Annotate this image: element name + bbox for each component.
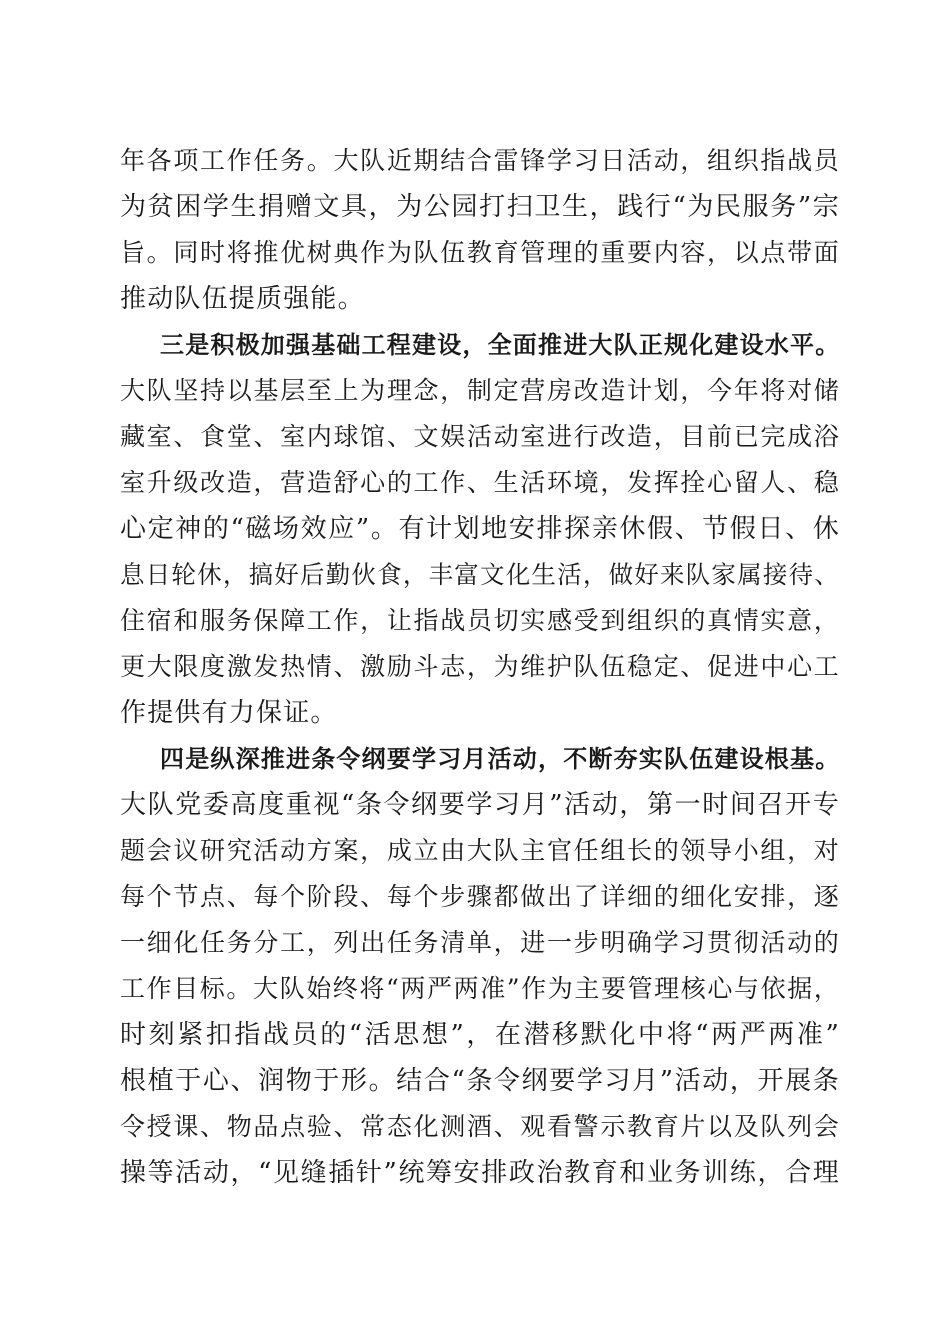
paragraph-line: 题会议研究活动方案，成立由大队主官任组长的领导小组，对 [120,836,840,865]
paragraph-line: 住宿和服务保障工作，让指战员切实感受到组织的真情实意， [120,606,840,635]
paragraph-line: 推动队伍提质强能。 [120,284,365,314]
paragraph-line: 根植于心、润物于形。结合“条令纲要学习月”活动，开展条 [120,1066,840,1096]
paragraph-line: 大队坚持以基层至上为理念，制定营房改造计划，今年将对储 [120,376,840,405]
document-body [120,138,840,1196]
paragraph-line: 室升级改造，营造舒心的工作、生活环境，发挥拴心留人、稳 [120,468,840,497]
section-heading-line: 四是纵深推进条令纲要学习月活动，不断夯实队伍建设根基。 [160,744,841,773]
paragraph-line: 大队党委高度重视“条令纲要学习月”活动，第一时间召开专 [120,790,840,820]
paragraph-line: 旨。同时将推优树典作为队伍教育管理的重要内容，以点带面 [120,238,840,267]
paragraph-line: 为贫困学生捐赠文具，为公园打扫卫生，践行“为民服务”宗 [120,192,840,222]
paragraph-line: 操等活动，“见缝插针”统筹安排政治教育和业务训练，合理 [120,1158,840,1188]
paragraph-line: 心定神的“磁场效应”。有计划地安排探亲休假、节假日、休 [120,514,840,544]
paragraph-line: 年各项工作任务。大队近期结合雷锋学习日活动，组织指战员 [120,146,840,175]
paragraph-line: 时刻紧扣指战员的“活思想”，在潜移默化中将“两严两准” [120,1020,840,1050]
paragraph-line: 每个节点、每个阶段、每个步骤都做出了详细的细化安排，逐 [120,882,840,911]
paragraph-line: 一细化任务分工，列出任务清单，进一步明确学习贯彻活动的 [120,928,840,957]
paragraph-line: 藏室、食堂、室内球馆、文娱活动室进行改造，目前已完成浴 [120,422,840,451]
paragraph-line: 更大限度激发热情、激励斗志，为维护队伍稳定、促进中心工 [120,652,840,681]
paragraph-line: 息日轮休，搞好后勤伙食，丰富文化生活，做好来队家属接待、 [120,560,840,589]
paragraph-line: 工作目标。大队始终将“两严两准”作为主要管理核心与依据， [120,974,840,1003]
section-heading-line: 三是积极加强基础工程建设，全面推进大队正规化建设水平。 [160,330,841,359]
paragraph-line: 作提供有力保证。 [120,698,338,728]
paragraph-line: 令授课、物品点验、常态化测酒、观看警示教育片以及队列会 [120,1112,840,1141]
